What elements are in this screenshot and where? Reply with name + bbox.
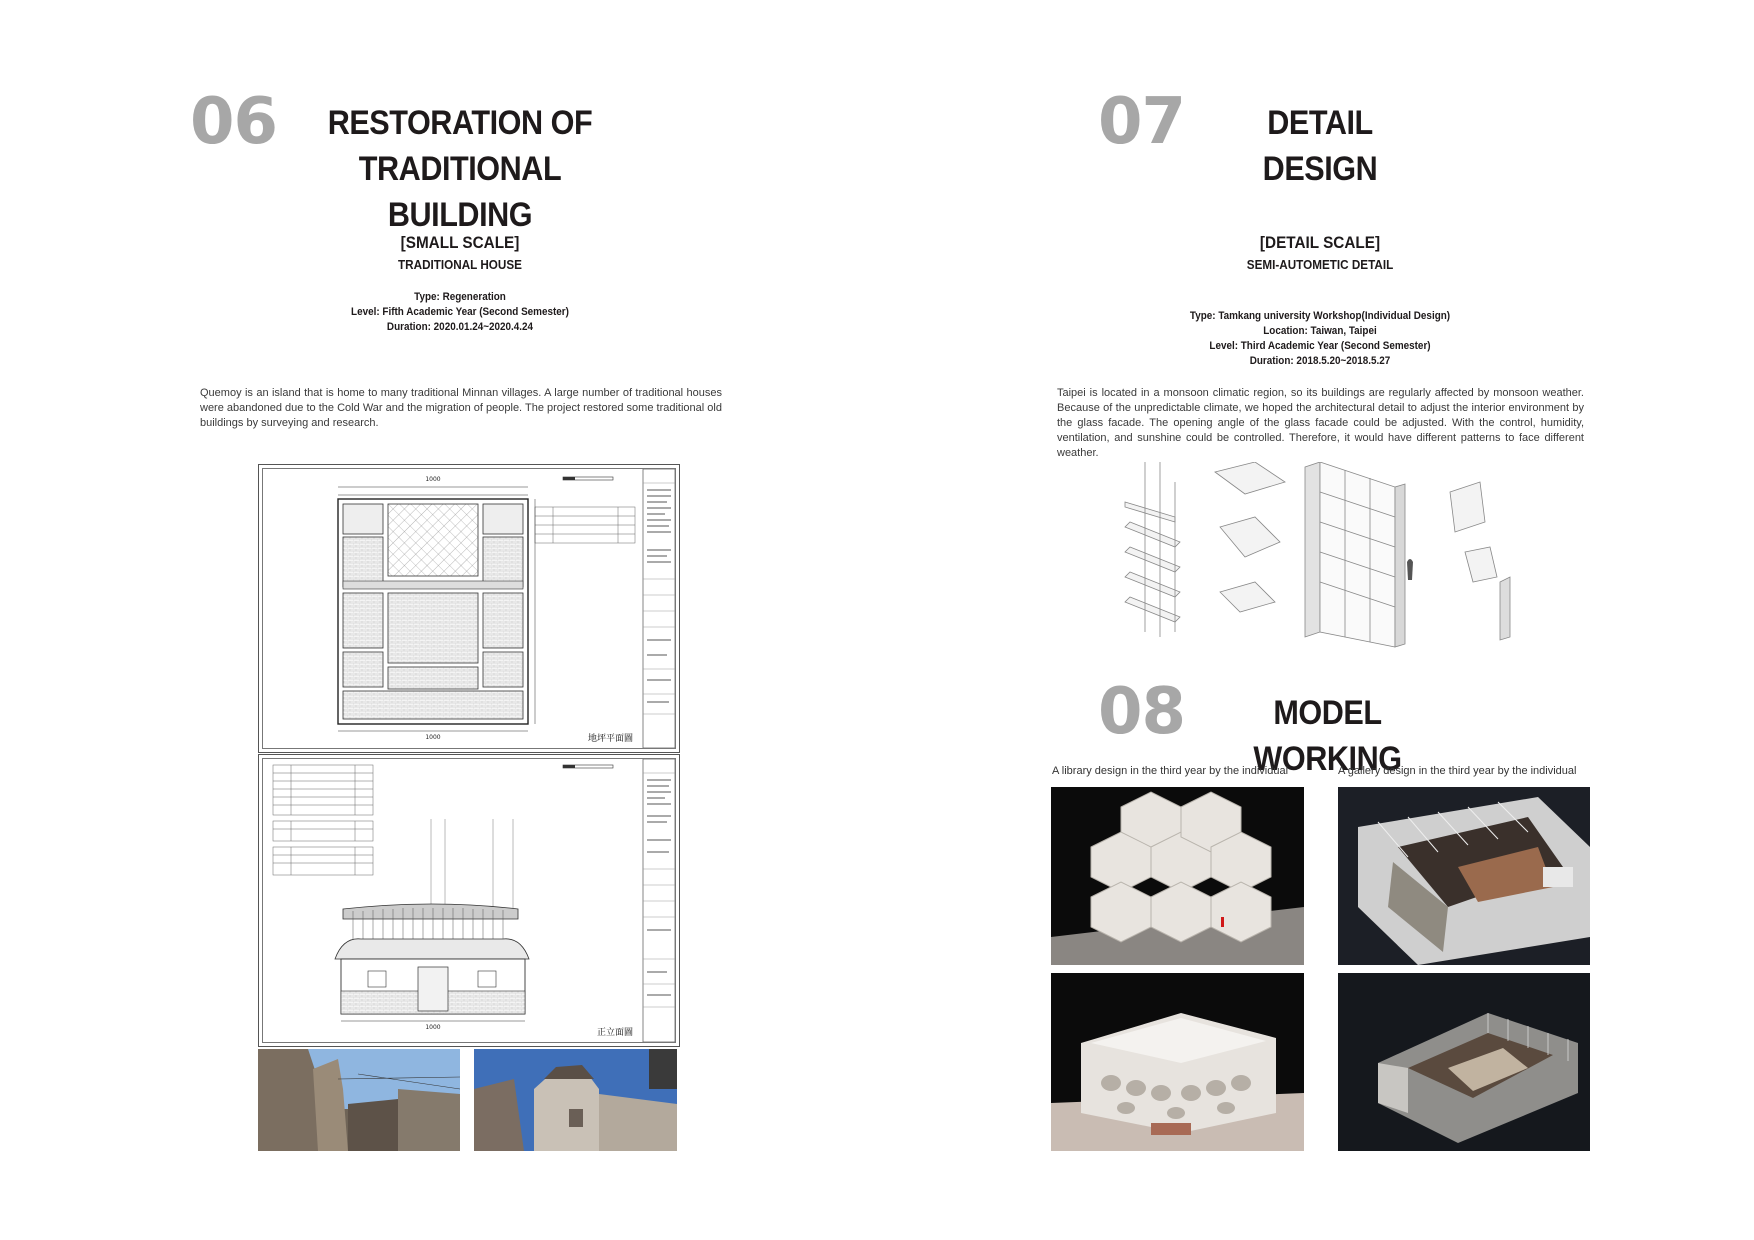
section-08-number: 08: [1098, 675, 1186, 749]
section-06-subtitle: TRADITIONAL HOUSE: [398, 257, 522, 272]
section-06-meta: [280, 290, 640, 335]
gallery-model-photo-1: [1338, 787, 1590, 965]
library-model-photo-2: [1051, 973, 1304, 1151]
section-06-title-line2: TRADITIONAL BUILDING: [358, 150, 562, 234]
section-07-duration: Duration: 2018.5.20~2018.5.27: [1249, 355, 1391, 367]
section-07-subtitle: SEMI-AUTOMETIC DETAIL: [1246, 257, 1394, 272]
floor-plan-label: 地坪平面圖: [587, 734, 633, 744]
section-07-meta: [1140, 309, 1500, 369]
elevation-drawing: [258, 754, 680, 1047]
plan-dim-bottom: 1000: [425, 734, 441, 741]
section-07-description: Taipei is located in a monsoon climatic region, so its buildings are regularly affected by monsoon weather. Because of the unpredictable climate, we hoped the architectural detail to adjust the interior environment by the glass facade. The opening angle of the glass facade could be adjusted. With the control, humidity, ventilation, and sunshine could be controlled. Therefore, it would have different patterns to face different weather.: [1057, 387, 1584, 459]
section-06-type: Type: Regeneration: [414, 291, 506, 303]
section-06-level: Level: Fifth Academic Year (Second Semester): [351, 306, 569, 318]
section-06-title: [289, 100, 631, 238]
plan-dim-top: 1000: [425, 476, 441, 483]
section-06-title-line1: RESTORATION OF: [327, 104, 593, 142]
traditional-house-photo-2: [474, 1049, 677, 1151]
section-06-number: 06: [190, 85, 278, 159]
section-06-scale: [SMALL SCALE]: [400, 233, 520, 252]
floor-plan-drawing: [258, 464, 680, 753]
section-06-duration: Duration: 2020.01.24~2020.4.24: [386, 321, 534, 333]
section-07-scale: [DETAIL SCALE]: [1259, 233, 1381, 252]
gallery-model-photo-2: [1338, 973, 1590, 1151]
section-07-type: Type: Tamkang university Workshop(Individual Design): [1189, 310, 1451, 322]
section-06-description: Quemoy is an island that is home to many traditional Minnan villages. A large number of traditional houses were abandoned due to the Cold War and the migration of people. The project restored some traditional old buildings by surveying and research.: [200, 387, 722, 429]
caption-library: A library design in the third year by the individual: [1052, 765, 1289, 777]
section-07-title: DETAIL DESIGN: [1262, 104, 1378, 188]
elevation-svg: [263, 759, 675, 1042]
section-07-number: 07: [1098, 85, 1186, 159]
library-model-photo-1: [1051, 787, 1304, 965]
floor-plan-svg: [263, 469, 675, 748]
section-07-level: Level: Third Academic Year (Second Semester): [1209, 340, 1431, 352]
caption-gallery: A gallery design in the third year by the individual: [1338, 765, 1577, 777]
detail-axonometric-diagram: [1105, 462, 1545, 652]
elev-dim: 1000: [425, 1024, 441, 1031]
traditional-house-photo-1: [258, 1049, 460, 1151]
section-07-location: Location: Taiwan, Taipei: [1263, 325, 1377, 337]
section-08-title: MODEL WORKING: [1253, 694, 1402, 778]
elevation-label: 正立面圖: [596, 1028, 633, 1038]
